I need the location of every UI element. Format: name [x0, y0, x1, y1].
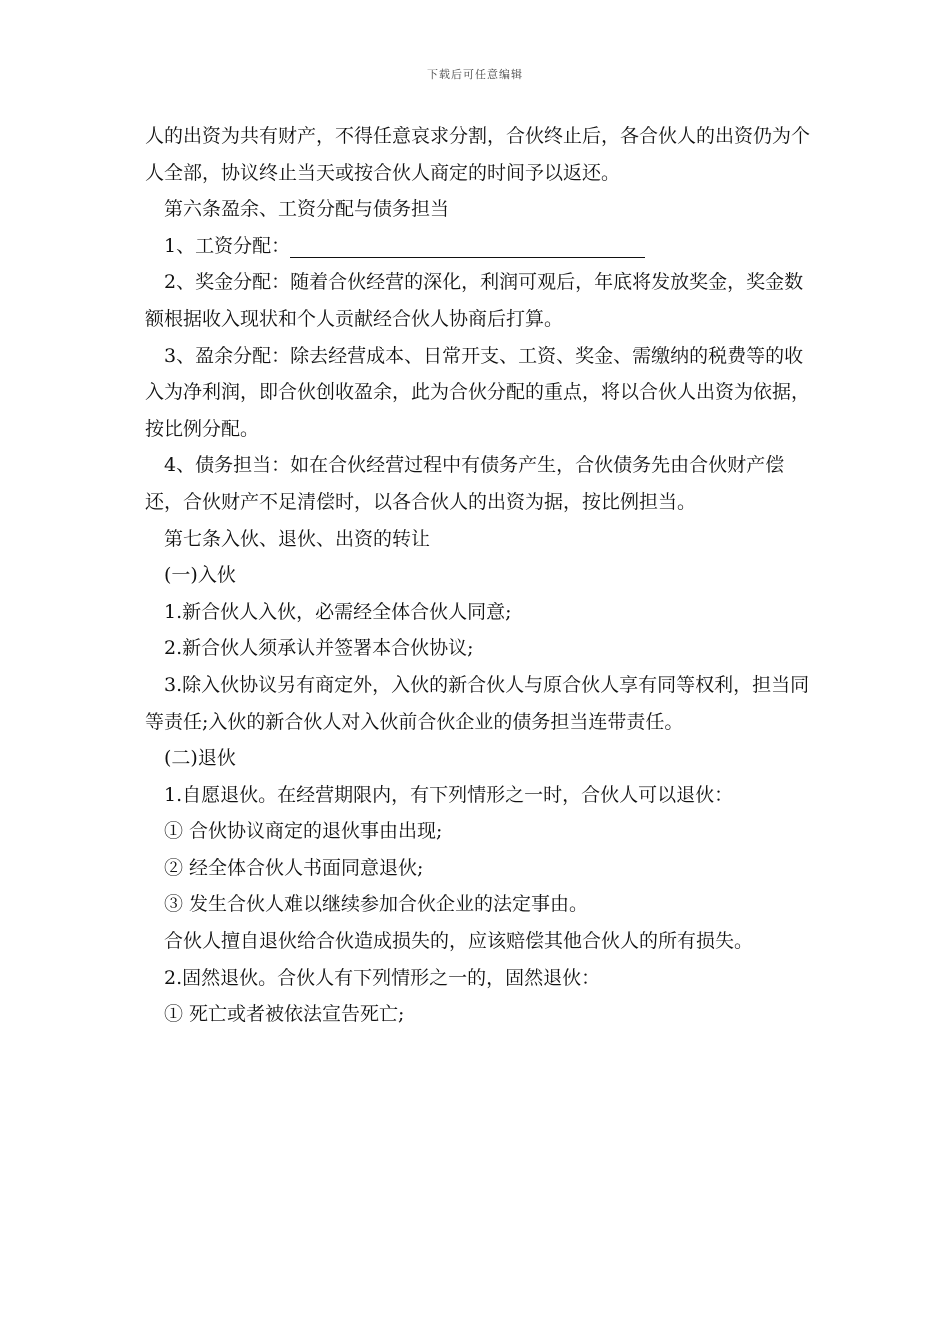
list-item: ① 合伙协议商定的退伙事由出现; [164, 820, 443, 843]
list-item: ③ 发生合伙人难以继续参加合伙企业的法定事由。 [164, 893, 589, 916]
paragraph: 4、债务担当：如在合伙经营过程中有债务产生，合伙债务先由合伙财产偿还，合伙财产不足清偿时，以各合伙人的出资为据，按比例担当。 [145, 454, 785, 513]
subsection-heading: (一)入伙 [164, 564, 236, 587]
paragraph: 合伙人擅自退伙给合伙造成损失的，应该赔偿其他合伙人的所有损失。 [164, 930, 754, 953]
paragraph-salary [145, 228, 810, 265]
paragraph: 3、盈余分配：除去经营成本、日常开支、工资、奖金、需缴纳的税费等的收入为净利润，即合伙创收盈余，此为合伙分配的重点，将以合伙人出资为依据，按比例分配。 [145, 344, 811, 440]
salary-label: 1、工资分配： [164, 234, 291, 257]
list-item: 3.除入伙协议另有商定外，入伙的新合伙人与原合伙人享有同等权利，担当同等责任;入伙的新合伙人对入伙前合伙企业的债务担当连带责任。 [145, 673, 810, 733]
list-item: ② 经全体合伙人书面同意退伙; [164, 856, 424, 879]
list-item: 2.固然退伙。合伙人有下列情形之一的，固然退伙： [164, 966, 601, 989]
list-item: 1.新合伙人入伙，必需经全体合伙人同意; [164, 600, 512, 623]
list-item: ① 死亡或者被依法宣告死亡; [164, 1003, 405, 1026]
subsection-heading: (二)退伙 [164, 747, 236, 770]
section-heading: 第七条入伙、退伙、出资的转让 [164, 527, 431, 550]
paragraph: 2、奖金分配：随着合伙经营的深化，利润可观后，年底将发放奖金，奖金数额根据收入现状和个人贡献经合伙人协商后打算。 [145, 271, 804, 330]
fill-in-blank [290, 235, 645, 258]
section-heading: 第六条盈余、工资分配与债务担当 [164, 198, 450, 221]
page-header: 下载后可任意编辑 [427, 68, 523, 81]
list-item: 1.自愿退伙。在经营期限内，有下列情形之一时，合伙人可以退伙： [164, 783, 734, 806]
list-item: 2.新合伙人须承认并签署本合伙协议; [164, 637, 474, 660]
paragraph: 人的出资为共有财产，不得任意哀求分割，合伙终止后，各合伙人的出资仍为个人全部，协议终止当天或按合伙人商定的时间予以返还。 [145, 125, 811, 184]
document-body [145, 118, 810, 1033]
